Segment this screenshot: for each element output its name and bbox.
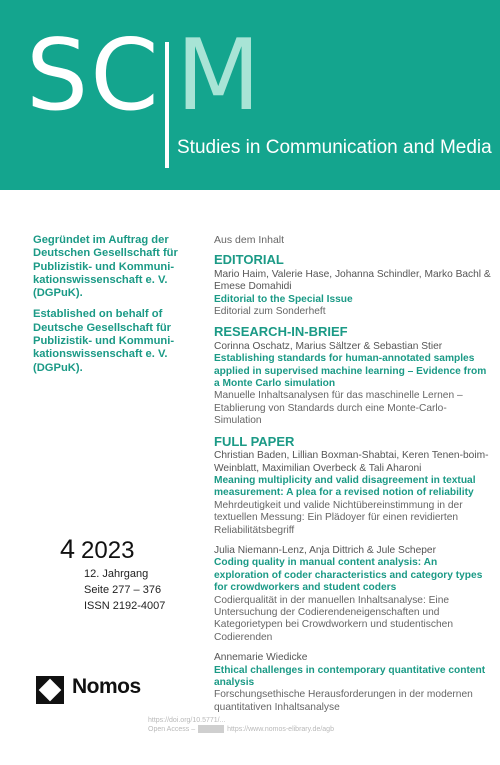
- section-title: EDITORIAL: [214, 252, 284, 268]
- article-authors: Mario Haim, Valerie Hase, Johanna Schindler, Marko Bachl & Emese Domahidi: [214, 268, 491, 293]
- issue-number: [60, 534, 134, 565]
- article-authors: Annemarie Wiedicke: [214, 652, 308, 664]
- article-title-en: Establishing standards for human-annotated samples applied in supervised machine learning – Evidence from a Monte Carlo simulation: [214, 353, 487, 390]
- founded-en: Established on behalf of Deutsche Gesellschaft für Publizistik- und Kommuni-kationswissenschaft e. V. (DGPuK).: [33, 308, 175, 374]
- issue-meta: [84, 566, 165, 614]
- article-title-en: Coding quality in manual content analysis: An exploration of coder characteristics and category types for crowdworkers and student coders: [214, 557, 483, 594]
- article-title-de: Editorial zum Sonderheft: [214, 306, 326, 318]
- watermark-doi: https://doi.org/10.5771/...: [148, 717, 226, 724]
- nomos-logo-icon: [36, 676, 64, 704]
- list-item: [214, 269, 492, 319]
- article-title-en: Meaning multiplicity and valid disagreement in textual measurement: A plea for a revised notion of reliability: [214, 474, 476, 499]
- logo-letter-m: M: [176, 19, 263, 133]
- issue-pages: Seite 277 – 376: [84, 584, 162, 596]
- journal-subtitle: Studies in Communication and Media: [177, 137, 492, 158]
- article-title-en: Editorial to the Special Issue: [214, 293, 353, 305]
- section-title: FULL PAPER: [214, 433, 295, 449]
- article-title-en: Ethical challenges in contemporary quantitative content analysis: [214, 664, 486, 688]
- founded-de: Gegründet im Auftrag der Deutschen Gesellschaft für Publizistik- und Kommuni-kationswissenschaft e. V. (DGPuK).: [33, 234, 178, 300]
- contents-heading: Aus dem Inhalt: [214, 234, 285, 246]
- table-of-contents: [214, 234, 492, 722]
- list-item: [214, 450, 492, 537]
- article-title-de: Codierqualität in der manuellen Inhaltsanalyse: Eine Untersuchung der Codierendeneigenschaften und Kategorietypen bei Crowdworkern und studentischen Codierenden: [214, 594, 453, 643]
- article-title-de: Mehrdeutigkeit und valide Nichtübereinstimmung in der textuellen Messung: Ein Plädoyer für einen revidierten Reliabilitätsbegriff: [214, 499, 463, 536]
- section-title: RESEARCH-IN-BRIEF: [214, 324, 348, 340]
- watermark-terms: https://www.nomos-elibrary.de/agb: [227, 726, 334, 733]
- article-title-de: Manuelle Inhaltsanalysen für das maschinelle Lernen – Etablierung von Standards durch eine Monte-Carlo-Simulation: [214, 390, 463, 427]
- article-authors: Corinna Oschatz, Marius Sältzer & Sebastian Stier: [214, 340, 443, 352]
- article-authors: Julia Niemann-Lenz, Anja Dittrich & Jule Scheper: [214, 544, 436, 556]
- license-badge-icon: [198, 725, 224, 733]
- issue-issn: ISSN 2192-4007: [84, 600, 166, 612]
- list-item: [214, 652, 492, 714]
- founding-notes: [33, 234, 203, 383]
- logo-letters-sc: SC: [26, 19, 161, 133]
- header-band: [0, 0, 500, 190]
- article-title-de: Forschungsethische Herausforderungen in der modernen quantitativen Inhaltsanalyse: [214, 689, 473, 713]
- article-authors: Christian Baden, Lillian Boxman-Shabtai, Keren Tenen-boim-Weinblatt, Maximilian Overbeck & Tali Aharoni: [214, 450, 489, 474]
- logo-divider: [165, 42, 169, 168]
- issue-number-value: 4: [60, 534, 76, 564]
- watermark: [148, 716, 398, 734]
- watermark-access: [148, 725, 398, 734]
- list-item: [214, 545, 492, 644]
- issue-year: 2023: [81, 537, 135, 564]
- issue-volume: 12. Jahrgang: [84, 568, 149, 580]
- watermark-open-access: Open Access –: [148, 726, 196, 733]
- publisher-name: Nomos: [72, 675, 141, 698]
- list-item: [214, 341, 492, 428]
